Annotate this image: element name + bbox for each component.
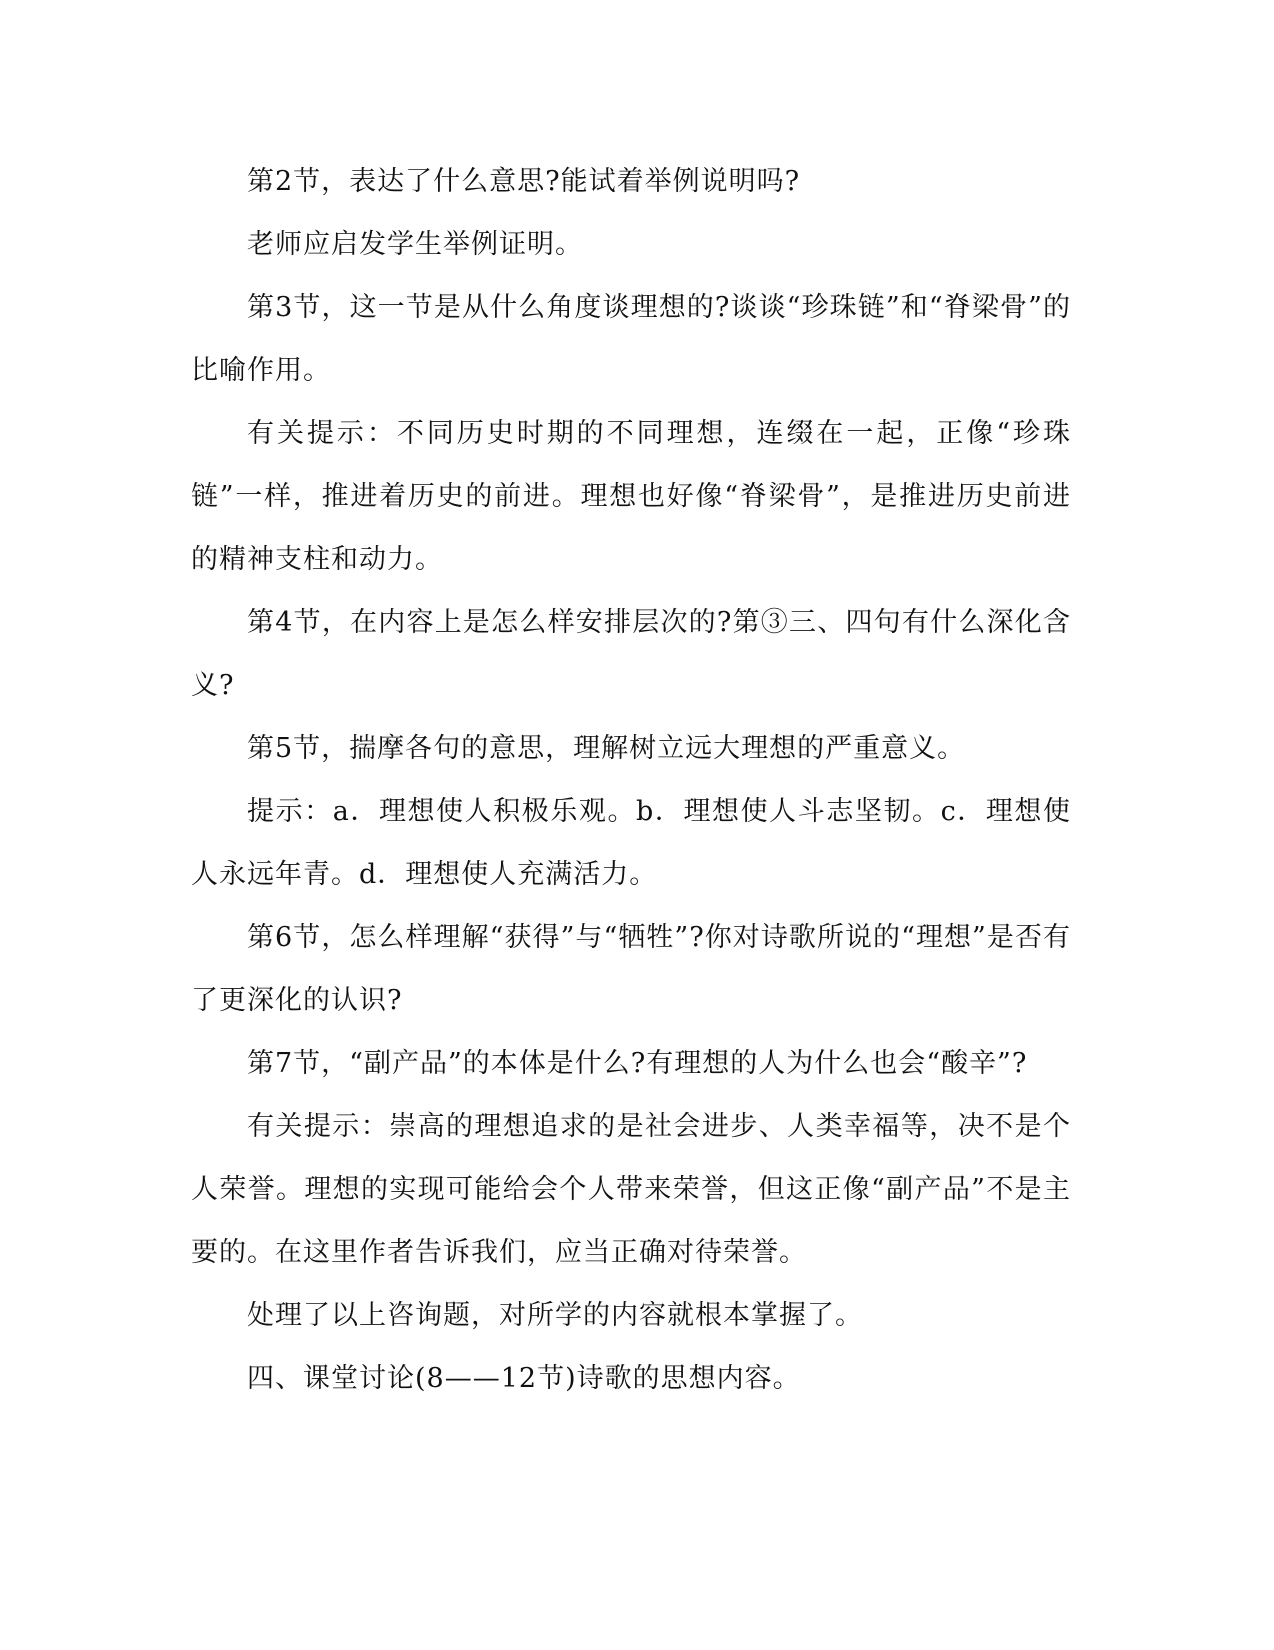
paragraph-teacher-note: 老师应启发学生举例证明。 bbox=[247, 229, 583, 260]
paragraph-classroom-discussion: 四、课堂讨论(8——12节)诗歌的思想内容。 bbox=[247, 1363, 801, 1394]
paragraph-summary: 处理了以上咨询题，对所学的内容就根本掌握了。 bbox=[247, 1300, 863, 1331]
paragraph-section-4-question: 第4节，在内容上是怎么样安排层次的?第③三、四句有什么深化含义? bbox=[191, 607, 1071, 701]
paragraph-section-6-question: 第6节，怎么样理解“获得”与“牺牲”?你对诗歌所说的“理想”是否有了更深化的认识? bbox=[191, 922, 1071, 1016]
paragraph-section-3-question: 第3节，这一节是从什么角度谈理想的?谈谈“珍珠链”和“脊梁骨”的比喻作用。 bbox=[191, 292, 1071, 386]
document-body bbox=[191, 150, 1071, 1410]
paragraph-section-7-hint: 有关提示：崇高的理想追求的是社会进步、人类幸福等，决不是个人荣誉。理想的实现可能给会个人带来荣誉，但这正像“副产品”不是主要的。在这里作者告诉我们，应当正确对待荣誉。 bbox=[191, 1111, 1071, 1268]
paragraph-section-5-hint: 提示：a．理想使人积极乐观。b．理想使人斗志坚韧。c．理想使人永远年青。d．理想使人充满活力。 bbox=[191, 796, 1071, 890]
paragraph-section-7-question: 第7节，“副产品”的本体是什么?有理想的人为什么也会“酸辛”? bbox=[247, 1048, 1028, 1079]
paragraph-section-5-question: 第5节，揣摩各句的意思，理解树立远大理想的严重意义。 bbox=[247, 733, 966, 764]
paragraph-section-2-question: 第2节，表达了什么意思?能试着举例说明吗? bbox=[247, 166, 801, 197]
paragraph-section-3-hint: 有关提示：不同历史时期的不同理想，连缀在一起，正像“珍珠链”一样，推进着历史的前进。理想也好像“脊梁骨”，是推进历史前进的精神支柱和动力。 bbox=[191, 418, 1071, 575]
